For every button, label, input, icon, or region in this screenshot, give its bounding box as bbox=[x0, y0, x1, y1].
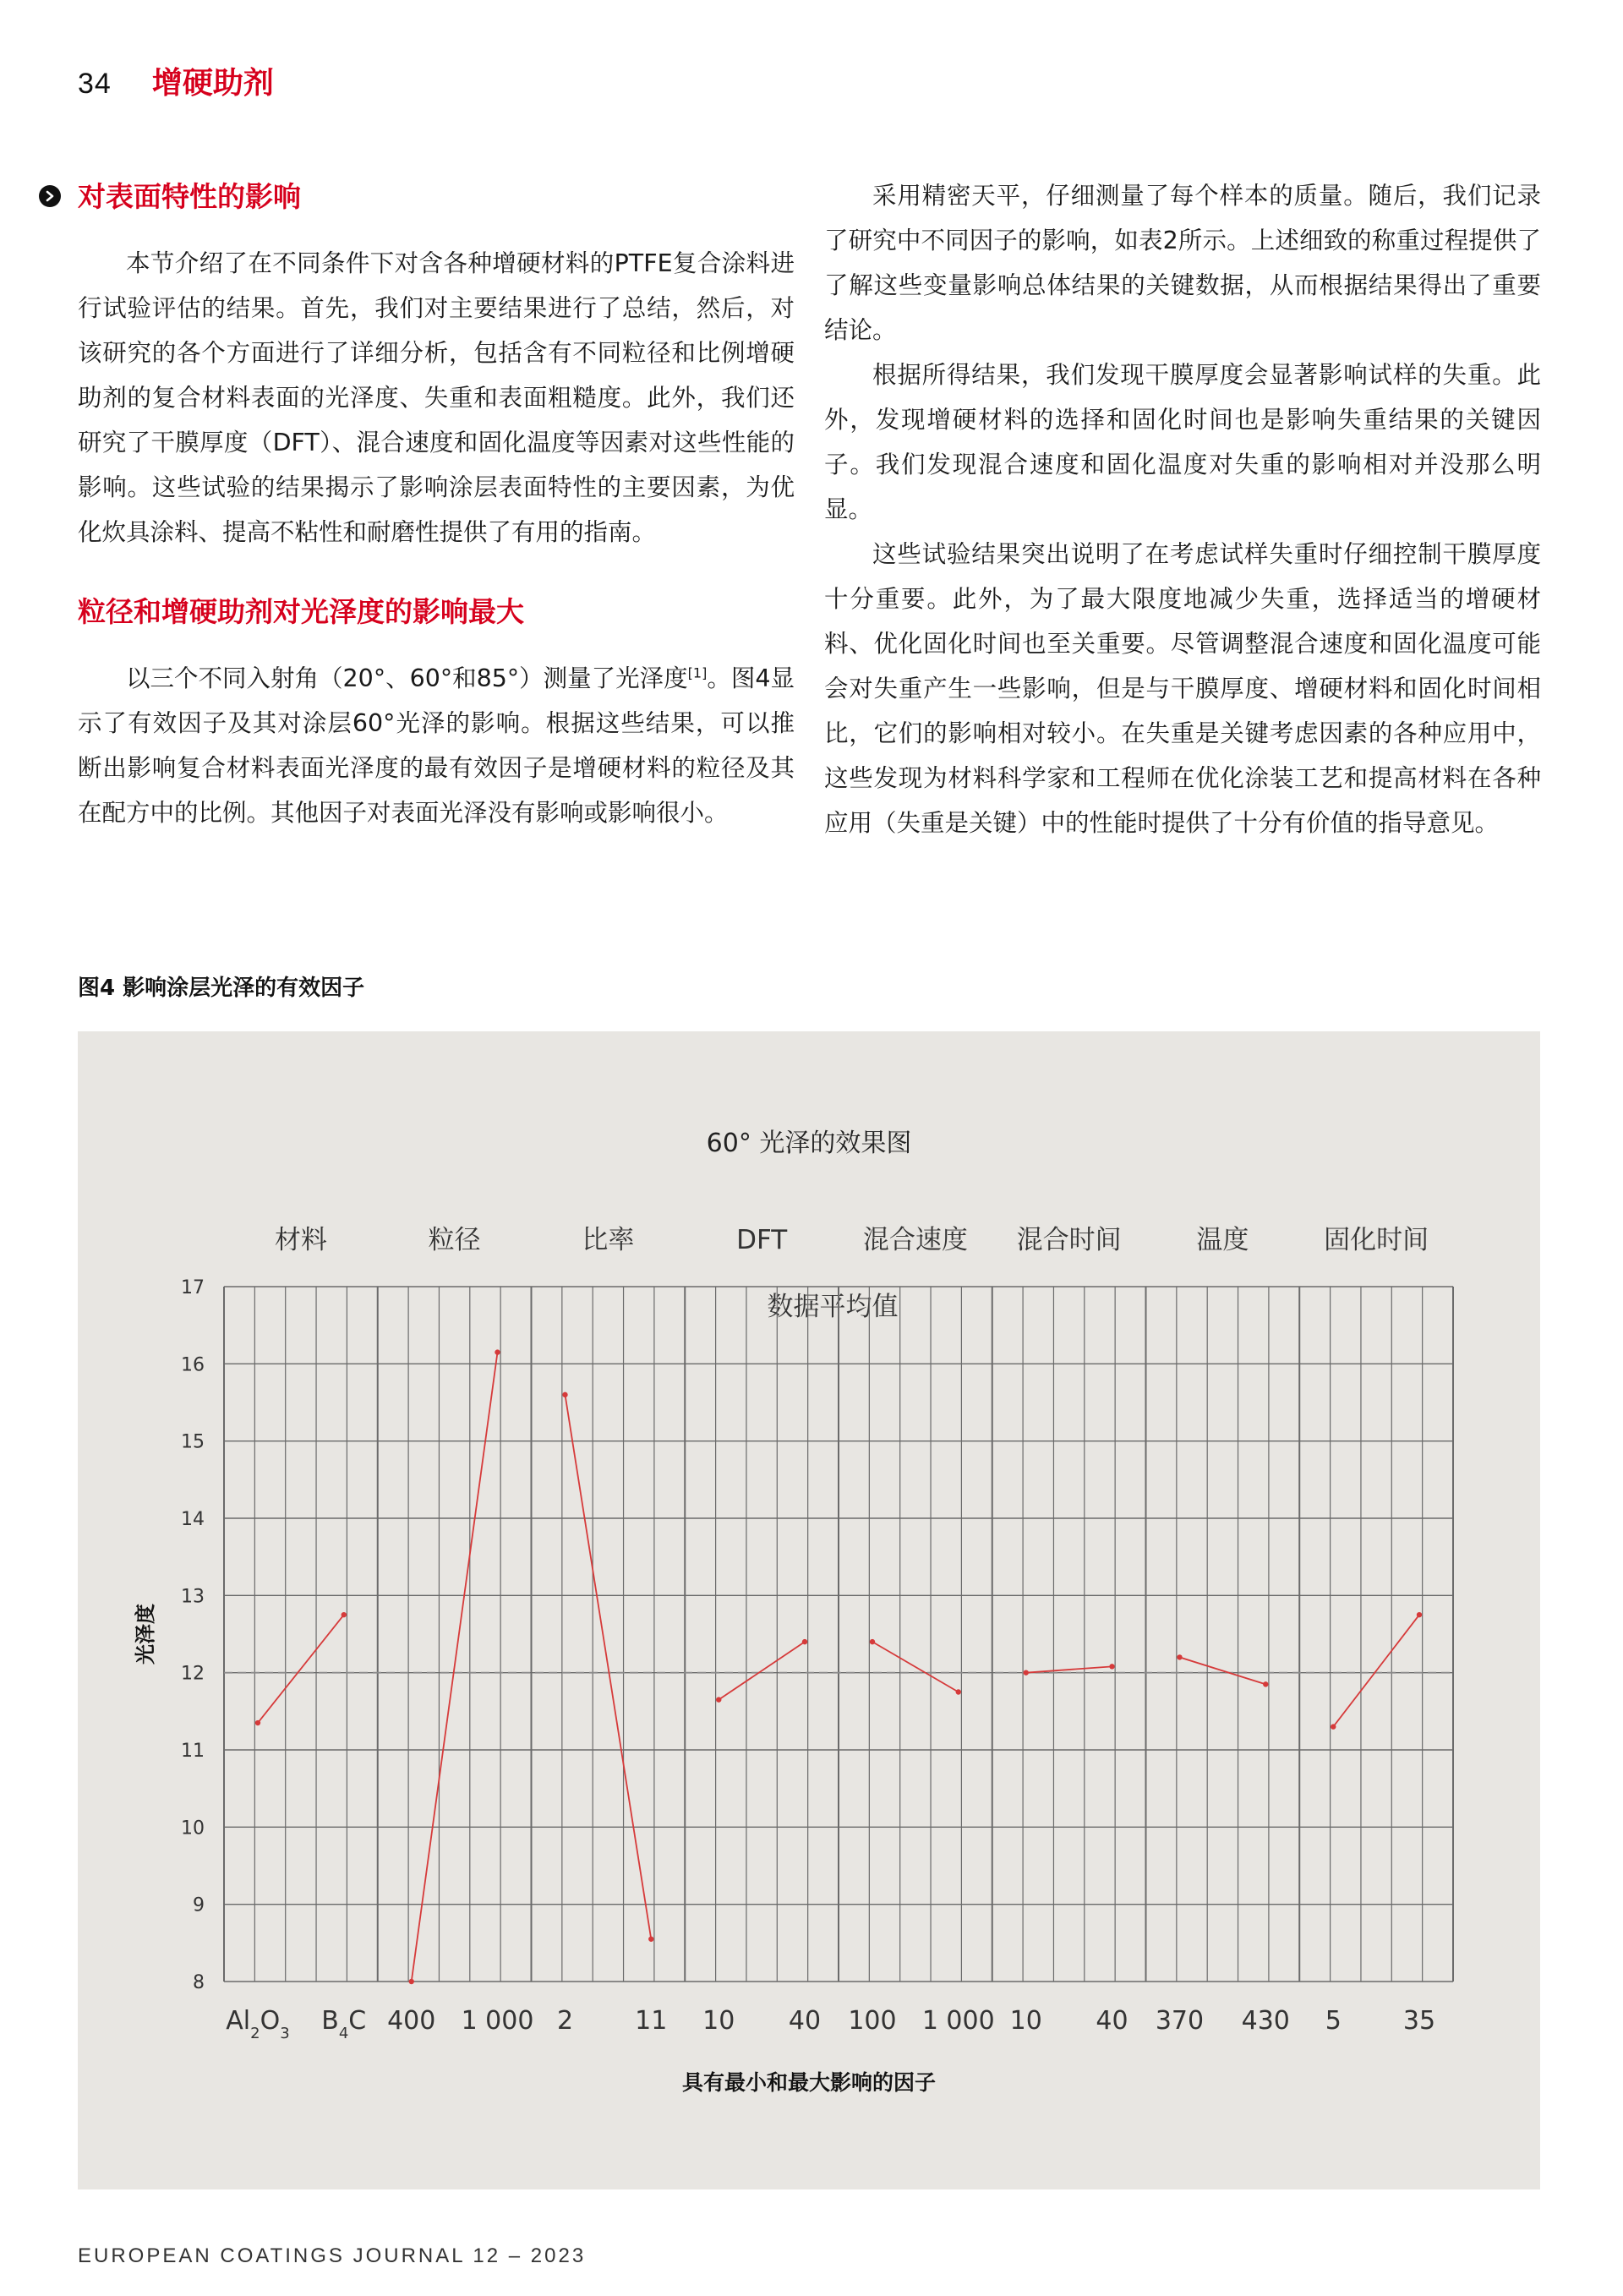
x-tick-label bbox=[702, 2006, 735, 2036]
data-point bbox=[870, 1639, 875, 1644]
y-tick-label: 16 bbox=[181, 1354, 205, 1376]
x-tick-label bbox=[226, 2006, 289, 2042]
x-tick-label bbox=[848, 2006, 896, 2036]
chart-subtitle: 数据平均值 bbox=[767, 1292, 899, 1322]
x-tick-label bbox=[1010, 2006, 1042, 2036]
reference-mark: [1] bbox=[687, 664, 708, 681]
data-point bbox=[648, 1937, 653, 1942]
main-effects-chart bbox=[78, 1031, 1540, 2189]
subscript: 3 bbox=[280, 2024, 290, 2042]
data-point bbox=[495, 1349, 500, 1354]
paragraph bbox=[78, 656, 795, 835]
x-tick-label bbox=[635, 2006, 667, 2036]
left-column bbox=[78, 173, 795, 835]
figure-caption: 图4 影响涂层光泽的有效因子 bbox=[78, 976, 365, 1001]
x-tick-label bbox=[557, 2006, 573, 2036]
x-tick-label bbox=[1242, 2006, 1290, 2036]
section-heading-gloss: 粒径和增硬助剂对光泽度的影响最大 bbox=[78, 595, 524, 628]
factor-label: 温度 bbox=[1196, 1225, 1249, 1255]
tick-text: 11 bbox=[635, 2006, 668, 2036]
subscript: 4 bbox=[338, 2024, 349, 2042]
x-tick-label bbox=[462, 2006, 534, 2036]
tick-text: 40 bbox=[788, 2006, 822, 2036]
series-line bbox=[565, 1395, 651, 1939]
series-line bbox=[719, 1642, 805, 1700]
tick-text: 5 bbox=[1325, 2006, 1342, 2036]
y-tick-label: 17 bbox=[181, 1277, 205, 1298]
series-line bbox=[1333, 1615, 1419, 1726]
series-line bbox=[1179, 1657, 1265, 1684]
tick-text: C bbox=[348, 2006, 367, 2036]
tick-text: 1 000 bbox=[461, 2006, 534, 2036]
data-point bbox=[956, 1689, 961, 1694]
paragraph-text: 。图4显示了有效因子及其对涂层60°光泽的影响。根据这些结果，可以推断出影响复合材料表面光泽度的最有效因子是增硬材料的粒径及其在配方中的比例。其他因子对表面光泽没有影响或影响很小。 bbox=[78, 664, 795, 827]
y-tick-label: 11 bbox=[181, 1741, 205, 1762]
tick-text: 2 bbox=[556, 2006, 574, 2036]
tick-text: O bbox=[260, 2006, 281, 2036]
paragraph: 这些试验结果突出说明了在考虑试样失重时仔细控制干膜厚度十分重要。此外，为了最大限度地减少失重，选择适当的增硬材料、优化固化时间也至关重要。尽管调整混合速度和固化温度可能会对失重产生一些影响，但是与干膜厚度、增硬材料和固化时间相比，它们的影响相对较小。在失重是关键考虑因素的各种应用中，这些发现为材料科学家和工程师在优化涂装工艺和提高材料在各种应用（失重是关键）中的性能时提供了十分有价值的指导意见。 bbox=[824, 540, 1541, 837]
y-axis-label: 光泽度 bbox=[134, 1604, 157, 1665]
x-tick-label bbox=[1403, 2006, 1435, 2036]
chevron-right-icon bbox=[39, 185, 61, 207]
chart-title: 60° 光泽的效果图 bbox=[706, 1129, 912, 1158]
right-column bbox=[824, 173, 1541, 845]
data-point bbox=[255, 1720, 260, 1725]
page-number: 34 bbox=[78, 68, 112, 100]
x-tick-label bbox=[789, 2006, 821, 2036]
x-tick-label bbox=[321, 2006, 366, 2042]
paragraph-text: 以三个不同入射角（20°、60°和85°）测量了光泽度 bbox=[126, 664, 688, 692]
data-point bbox=[1263, 1681, 1268, 1686]
x-tick-label bbox=[922, 2006, 995, 2036]
data-point bbox=[716, 1697, 721, 1702]
series-line bbox=[258, 1615, 344, 1723]
factor-label: 比率 bbox=[582, 1225, 635, 1255]
factor-label: 固化时间 bbox=[1324, 1225, 1429, 1255]
paragraph: 采用精密天平，仔细测量了每个样本的质量。随后，我们记录了研究中不同因子的影响，如表2所示。上述细致的称重过程提供了了解这些变量影响总体结果的关键数据，从而根据结果得出了重要结论。 bbox=[824, 182, 1541, 344]
page-header bbox=[78, 59, 274, 101]
y-tick-label: 12 bbox=[181, 1663, 205, 1685]
tick-text: 10 bbox=[702, 2006, 735, 2036]
series-line bbox=[412, 1353, 498, 1982]
section-heading-surface bbox=[78, 173, 795, 221]
series-line bbox=[872, 1642, 959, 1692]
tick-text: 35 bbox=[1402, 2006, 1436, 2036]
tick-text: 430 bbox=[1241, 2006, 1290, 2036]
series-line bbox=[1026, 1666, 1112, 1672]
tick-text: Al bbox=[226, 2006, 251, 2036]
x-tick-label bbox=[387, 2006, 435, 2036]
y-tick-label: 10 bbox=[181, 1818, 205, 1840]
section-title: 增硬助剂 bbox=[151, 66, 274, 101]
factor-label: 混合速度 bbox=[862, 1225, 968, 1255]
tick-text: 370 bbox=[1155, 2006, 1205, 2036]
tick-text: 10 bbox=[1009, 2006, 1042, 2036]
tick-text: 400 bbox=[387, 2006, 436, 2036]
data-point bbox=[1177, 1654, 1182, 1659]
factor-label: 混合时间 bbox=[1016, 1225, 1122, 1255]
figure-panel bbox=[78, 1031, 1540, 2189]
data-point bbox=[1024, 1670, 1029, 1675]
y-tick-label: 15 bbox=[181, 1431, 205, 1453]
y-tick-label: 9 bbox=[193, 1894, 205, 1916]
x-tick-label bbox=[1325, 2006, 1342, 2036]
factor-label: DFT bbox=[736, 1225, 788, 1255]
factor-label: 粒径 bbox=[428, 1225, 481, 1255]
paragraph: 根据所得结果，我们发现干膜厚度会显著影响试样的失重。此外，发现增硬材料的选择和固化时间也是影响失重结果的关键因子。我们发现混合速度和固化温度对失重的影响相对并没那么明显。 bbox=[824, 361, 1541, 523]
heading-text: 对表面特性的影响 bbox=[78, 180, 301, 213]
tick-text: B bbox=[321, 2006, 339, 2036]
data-point bbox=[1109, 1664, 1114, 1669]
data-point bbox=[409, 1979, 414, 1984]
data-point bbox=[1417, 1612, 1422, 1617]
x-tick-label bbox=[1156, 2006, 1204, 2036]
tick-text: 40 bbox=[1096, 2006, 1128, 2036]
y-tick-label: 8 bbox=[193, 1972, 205, 1993]
data-point bbox=[1331, 1724, 1336, 1729]
data-point bbox=[342, 1612, 347, 1617]
x-axis-label: 具有最小和最大影响的因子 bbox=[681, 2070, 937, 2095]
paragraph: 本节介绍了在不同条件下对含各种增硬材料的PTFE复合涂料进行试验评估的结果。首先，我们对主要结果进行了总结，然后，对该研究的各个方面进行了详细分析，包括含有不同粒径和比例增硬助剂的复合材料表面的光泽度、失重和表面粗糙度。此外，我们还研究了干膜厚度（DFT）、混合速度和固化温度等因素对这些性能的影响。这些试验的结果揭示了影响涂层表面特性的主要因素，为优化炊具涂料、提高不粘性和耐磨性提供了有用的指南。 bbox=[78, 249, 795, 546]
data-point bbox=[562, 1392, 567, 1397]
tick-text: 100 bbox=[848, 2006, 897, 2036]
journal-footer: EUROPEAN COATINGS JOURNAL 12 – 2023 bbox=[78, 2244, 587, 2267]
data-point bbox=[802, 1639, 807, 1644]
x-tick-label bbox=[1096, 2006, 1128, 2036]
subscript: 2 bbox=[250, 2024, 260, 2042]
y-tick-label: 14 bbox=[181, 1509, 205, 1530]
tick-text: 1 000 bbox=[921, 2006, 995, 2036]
y-tick-label: 13 bbox=[181, 1586, 205, 1608]
factor-label: 材料 bbox=[274, 1225, 327, 1255]
